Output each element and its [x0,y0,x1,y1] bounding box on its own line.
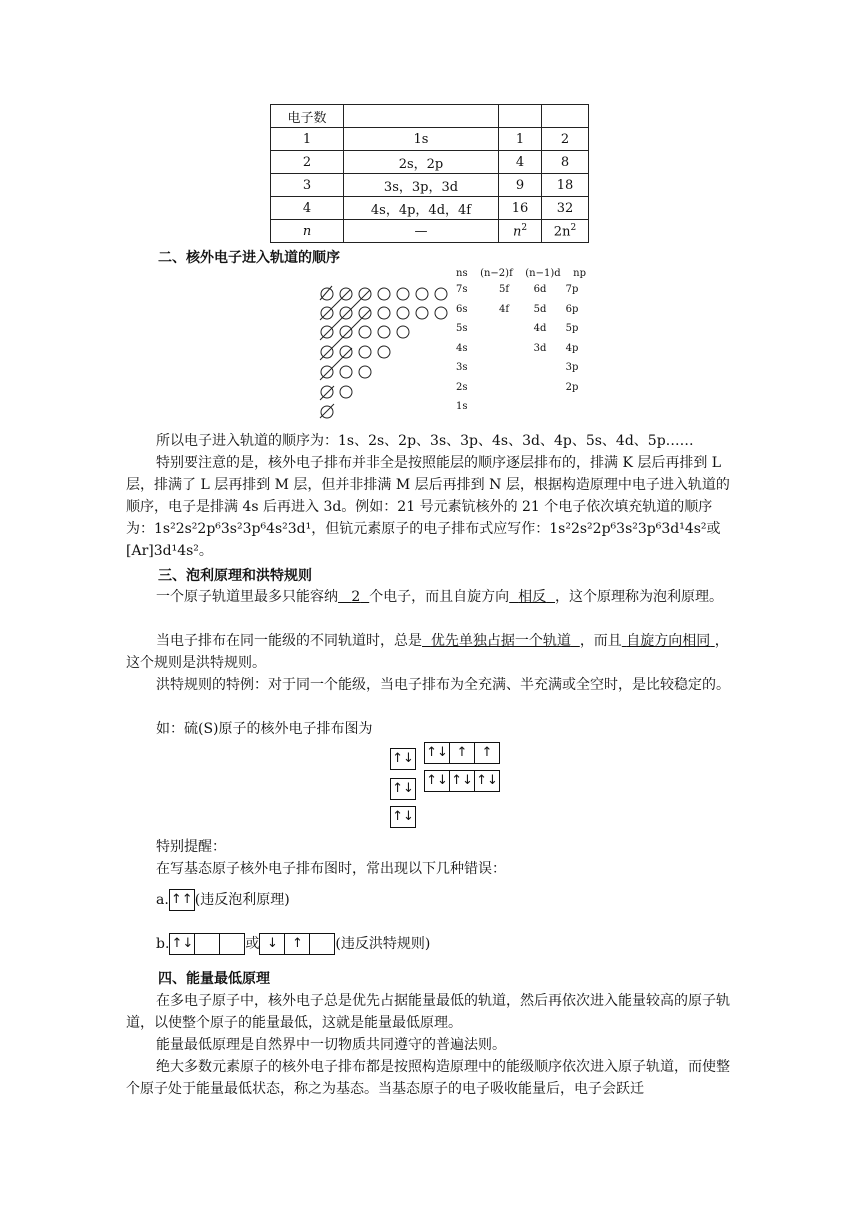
diagram-label: 5p [565,323,579,334]
table-row [271,197,589,220]
orbital-circle [321,288,333,300]
diagram-label: 5s [456,323,468,334]
remind-title: 特别提醒： [156,839,226,855]
order-arrow [320,290,370,340]
error-label: b. [156,936,170,952]
arrow-pair-icon: ↑↓ [476,773,498,788]
diagram-row [456,284,586,304]
diagram-label: 3d [533,342,547,354]
diagram-row [456,362,586,382]
table-cell: 2s，2p [344,151,499,174]
diagram-row [456,401,586,421]
orbital-circle [378,326,390,338]
table-cell: 2 [271,151,344,174]
table-cell: 4s，4p，4d，4f [344,197,499,220]
diagram-row [456,343,586,363]
diagram-label: 4s [456,342,468,354]
diagram-rows [456,284,586,421]
orbital-circle [340,386,352,398]
table-cell: 2 [542,128,589,151]
diagram-label: 2p [565,381,579,393]
table-row [271,128,589,151]
orbital-circle [359,307,371,319]
diagram-label: 4d [533,323,547,334]
sulfur-intro: 如：硫(S)原子的核外电子排布图为 [156,721,373,737]
arrow-pair-icon: ↑↓ [425,771,450,791]
energy-paragraph-3: 绝大多数元素原子的核外电子排布都是按照构造原理中的能级顺序依次进入原子轨道，而使整个原子处于能量最低状态，称之为基态。当基态原子的电子吸收能量后，电子会跃迁 [126,1059,730,1097]
orbital-circle [397,307,409,319]
table-cell [542,105,589,128]
orbital-box [259,933,335,955]
table-cell: 9 [499,174,542,197]
orbital-circle [378,307,390,319]
orbital-circle [397,326,409,338]
arrow-down-icon: ↓ [260,934,285,954]
orbital-box [169,933,245,955]
arrow-pair-icon: ↑↓ [450,771,475,791]
table-cell: 4 [271,197,344,220]
orbital-circle [359,366,371,378]
orbital-circle [435,307,447,319]
hund-special-paragraph: 洪特规则的特例：对于同一个能级，当电子排布为全充满、半充满或全空时，是比较稳定的。 [156,677,730,693]
table-cell: 电子数 [271,105,344,128]
diagram-label: 6p [565,303,579,315]
note-text: 。 [198,543,213,559]
sulfur-2p-box [424,770,500,792]
table-cell: 8 [542,151,589,174]
pauli-text: ，这个原理称为泡利原理。 [555,589,723,605]
diagram-label: 3s [456,362,468,373]
section-heading-4: 四、能量最低原理 [158,971,270,987]
table-cell [499,105,542,128]
table-row [271,174,589,197]
diagram-label [558,401,586,421]
pauli-paragraph [126,586,738,608]
orbital-circle [340,366,352,378]
table-cell: 1 [499,128,542,151]
error-a [156,888,290,912]
orbital-circle [321,406,333,418]
arrow-upup-icon: ↑↑ [170,892,193,907]
table-header-row [271,105,589,128]
col-head: ns [456,268,468,279]
arrow-pair-icon: ↑↓ [392,781,414,796]
note-text: 特别要注意的是，核外电子排布并非全是按照能层的顺序逐层排布的，排满 K 层后再排到 L 层，排满了 L 层再排到 M 层，但并非排满 M 层后再排到 N 层，根据构造原理中电子进入轨道的顺序，电子是排满 4s 后再进入 3d。例如：21 号元素钪核外的 21 个电子依次填充轨道的顺序为： [126,455,730,537]
orbital-box [424,770,500,792]
arrow-up-icon: ↑ [450,743,475,763]
diagram-label [522,362,558,382]
diagram-row [456,382,586,402]
orbital-circle [397,288,409,300]
diagram-row [456,304,586,324]
table-cell: 1 [271,128,344,151]
pauli-text: 个电子，而且自旋方向 [369,589,510,605]
arrow-up-icon: ↑ [285,934,310,954]
table-cell: 4 [499,151,542,174]
sulfur-2s-box [390,806,416,828]
sulfur-3p-box [424,742,500,764]
hund-text: 当电子排布在同一能级的不同轨道时，总是 [156,633,422,649]
hund-text: ，这个规则是洪特规则。 [126,633,729,671]
diagram-label [486,343,522,363]
diagram-label: 4f [498,303,510,315]
orbital-circle [359,326,371,338]
diagram-label: 1s [456,401,468,412]
orbital-circles [321,288,447,418]
table-cell: 16 [499,197,542,220]
diagram-label [486,362,522,382]
diagram-col-heads [456,268,586,284]
blank-answer [622,633,715,649]
table-cell: 32 [542,197,589,220]
diagram-label [522,401,558,421]
superscript: 2 [521,222,528,233]
diagram-label [486,401,522,421]
empty-cell [310,934,334,954]
diagram-labels [456,268,586,421]
table-cell: 18 [542,174,589,197]
orbital-circle [416,307,428,319]
orbital-circle [378,288,390,300]
error-label: a. [156,892,169,908]
sulfur-3s-box [390,778,416,800]
table-cell: 1s [344,128,499,151]
orbital-circle [340,307,352,319]
diagram-label: 5f [498,284,510,295]
table-row [271,151,589,174]
energy-paragraph-2: 能量最低原理是自然界中一切物质共同遵守的普遍法则。 [156,1037,506,1053]
orbital-circle [340,346,352,358]
diagram-label: 3p [565,362,579,373]
note-text: 或 [706,521,721,537]
orbital-circle [416,288,428,300]
orbital-circle [378,346,390,358]
arrow-pair-icon: ↑↓ [392,751,414,766]
orbital-circle [359,288,371,300]
blank-answer-text: 自旋方向相同 [626,633,711,649]
diagram-label [486,382,522,402]
table-cell: — [344,220,499,243]
blank-answer [338,589,369,605]
col-head: np [573,268,586,279]
remind-text: 在写基态原子核外电子排布图时，常出现以下几种错误： [156,861,506,877]
superscript: 2 [570,222,577,233]
table-cell: n [271,220,344,243]
arrow-pair-icon: ↑↓ [425,743,450,763]
order-paragraph: 所以电子进入轨道的顺序为：1s、2s、2p、3s、3p、4s、3d、4p、5s、4d、5p…… [156,433,694,449]
diagram-label: 4p [565,342,579,354]
diagram-row [456,323,586,343]
section-heading-3: 三、泡利原理和洪特规则 [158,568,312,584]
diagram-label [486,323,522,343]
order-arrow [320,348,352,380]
table-row [271,220,589,243]
hund-text: ，而且 [579,633,622,649]
blank-answer [509,589,555,605]
section-heading-2: 二、核外电子进入轨道的顺序 [158,250,340,266]
shell-capacity-table [270,104,589,243]
diagram-label: 2s [456,381,468,393]
diagram-label: 5d [533,303,547,315]
orbital-box [169,889,195,911]
table-cell [499,220,542,243]
blank-answer-text: 相反 [518,589,547,605]
diagram-label: 7s [456,284,468,295]
note-paragraph [126,452,738,562]
diagram-label: 7p [565,284,579,295]
config-scandium-fill: 1s²2s²2p⁶3s²3p⁶4s²3d¹ [154,521,312,537]
empty-cell [195,934,220,954]
orbital-box [390,778,416,800]
orbital-circle [359,346,371,358]
diagram-label: 6d [533,284,547,295]
orbital-box [390,806,416,828]
table-cell [542,220,589,243]
orbital-circle [340,326,352,338]
table-cell [344,105,499,128]
diagram-label [522,382,558,402]
error-note: (违反泡利原理) [194,892,290,908]
note-text: ，但钪元素原子的电子排布式应写作： [311,521,550,537]
col-head: (n−1)d [525,268,561,279]
blank-answer-text: 优先单独占据一个轨道 [430,633,571,649]
orbital-circle [321,386,333,398]
formula-text: 2n [553,224,571,240]
error-b [156,932,430,956]
orbital-circle [321,326,333,338]
arrow-pair-icon: ↑↓ [170,934,195,954]
orbital-box [424,742,500,764]
col-head: (n−2)f [480,268,513,279]
order-arrow [320,310,370,360]
arrow-up-icon: ↑ [481,745,493,760]
arrow-pair-icon: ↑↓ [392,809,414,824]
orbital-circle [321,346,333,358]
table-cell: 3 [271,174,344,197]
orbital-circle [435,288,447,300]
error-or: 或 [245,936,260,952]
empty-cell [220,934,244,954]
orbital-circle [321,366,333,378]
blank-answer-text: 2 [351,589,361,605]
diagram-label: 6s [456,303,468,315]
sulfur-1s-box [390,748,416,770]
pauli-text: 一个原子轨道里最多只能容纳 [156,589,338,605]
energy-paragraph-1: 在多电子原子中，核外电子总是优先占据能量最低的轨道，然后再依次进入能量较高的原子轨道，以使整个原子的能量最低，这就是能量最低原理。 [126,993,730,1031]
formula-text: n [512,224,522,240]
config-scandium-short: [Ar]3d¹4s² [126,543,199,559]
blank-answer [422,633,580,649]
orbital-box [390,748,416,770]
error-note: (违反洪特规则) [335,936,431,952]
table-cell: 3s，3p，3d [344,174,499,197]
hund-paragraph [126,630,738,674]
config-scandium: 1s²2s²2p⁶3s²3p⁶3d¹4s² [549,521,707,537]
